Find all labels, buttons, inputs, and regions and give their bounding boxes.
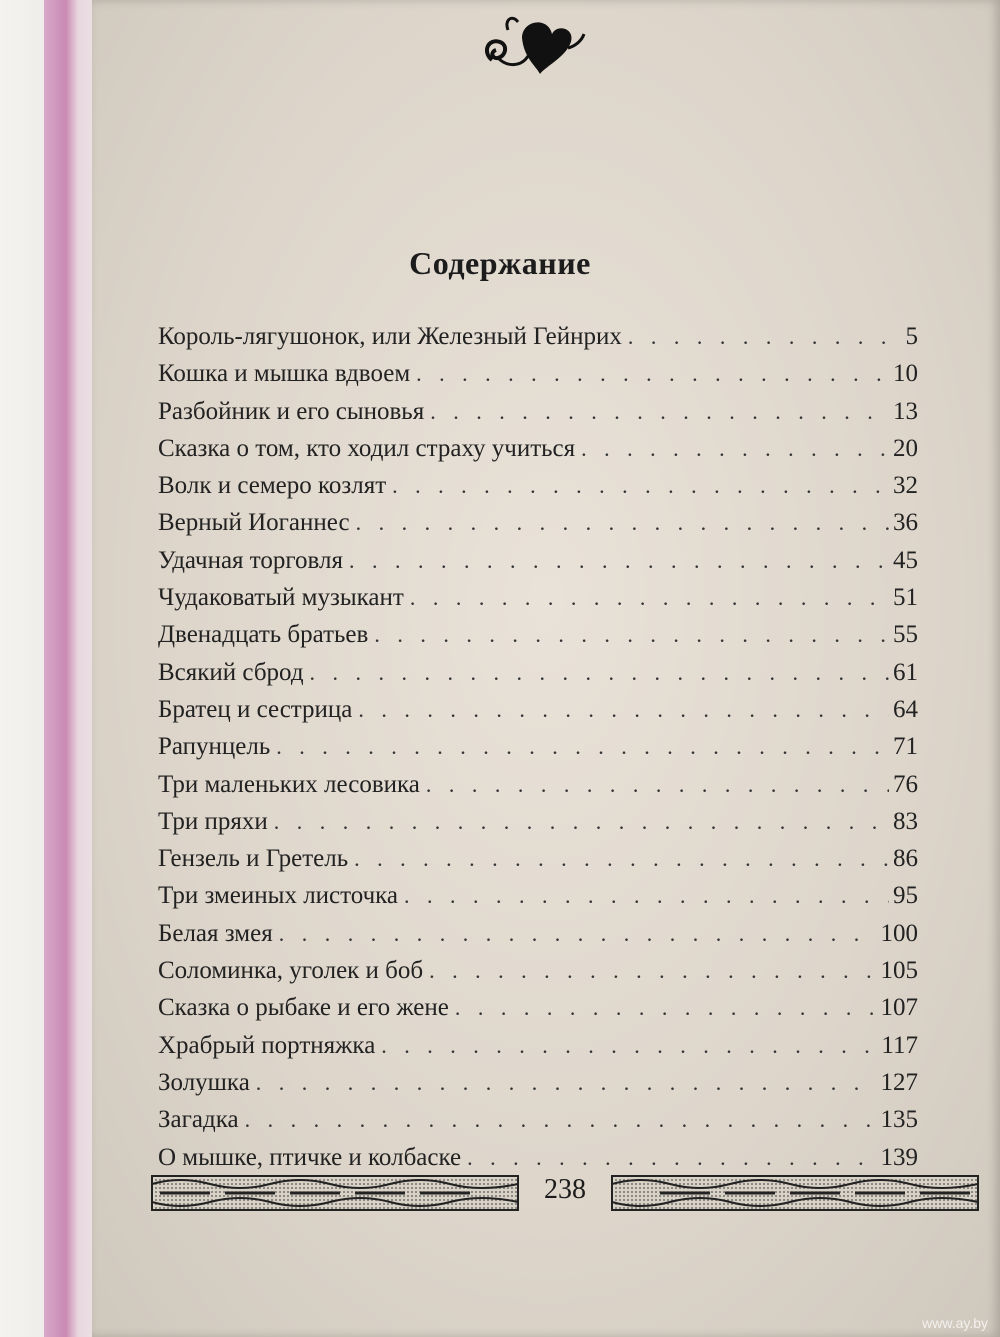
- toc-entry: [158, 915, 918, 952]
- dot-leader: [274, 803, 889, 840]
- dot-leader: [410, 579, 889, 616]
- toc-entry-page: 61: [893, 658, 918, 686]
- watermark: www.ay.by: [922, 1315, 988, 1331]
- toc-entry-page: 13: [893, 397, 918, 425]
- toc-entry-title: Удачная торговля: [158, 546, 343, 574]
- toc-entry-title: Золушка: [158, 1068, 250, 1096]
- toc-entry: [158, 393, 918, 430]
- dot-leader: [404, 877, 889, 914]
- dot-leader: [455, 989, 877, 1026]
- toc-entry-title: Храбрый портняжка: [158, 1031, 376, 1059]
- toc-entry: [158, 1027, 918, 1064]
- toc-entry: [158, 766, 918, 803]
- toc-entry-page: 83: [893, 807, 918, 835]
- page-footer: [150, 1170, 980, 1230]
- toc-entry: [158, 1101, 918, 1138]
- toc-entry-title: Братец и сестрица: [158, 695, 353, 723]
- dot-leader: [349, 542, 889, 579]
- toc-entry-page: 36: [893, 509, 918, 537]
- dot-leader: [426, 766, 889, 803]
- dot-leader: [310, 654, 889, 691]
- toc-entry: [158, 616, 918, 653]
- toc-entry-title: Соломинка, уголек и боб: [158, 957, 424, 985]
- toc-entry-title: Рапунцель: [158, 733, 271, 761]
- dot-leader: [279, 915, 877, 952]
- dot-leader: [416, 355, 889, 392]
- toc-entry-page: 71: [893, 733, 918, 761]
- toc-entry: [158, 691, 918, 728]
- toc-entry-page: 20: [893, 434, 918, 462]
- braided-border-left: [150, 1170, 520, 1216]
- toc-entry-page: 45: [893, 546, 918, 574]
- dot-leader: [256, 1064, 877, 1101]
- dot-leader: [392, 467, 889, 504]
- dot-leader: [430, 393, 889, 430]
- toc-entry-title: Король-лягушонок, или Железный Гейнрих: [158, 323, 622, 350]
- toc-entry-page: 76: [893, 770, 918, 798]
- toc-entry-title: Белая змея: [158, 919, 273, 947]
- toc-entry: [158, 504, 918, 541]
- toc-entry-title: Чудаковатый музыкант: [158, 584, 404, 612]
- heart-vine-ornament-icon: [478, 8, 588, 78]
- toc-entry-page: 55: [893, 621, 918, 649]
- toc-entry: [158, 579, 918, 616]
- toc-entry-title: О мышке, птичке и колбаске: [158, 1143, 462, 1171]
- toc-entry: [158, 840, 918, 877]
- page-title: Содержание: [409, 245, 591, 281]
- toc-entry-page: 127: [880, 1068, 918, 1096]
- toc-entry: [158, 467, 918, 504]
- toc-entry: [158, 952, 918, 989]
- toc-entry-title: Всякий сброд: [158, 658, 304, 686]
- toc-entry-page: 117: [881, 1031, 918, 1059]
- toc-entry-page: 10: [893, 360, 918, 388]
- dot-leader: [581, 430, 889, 467]
- toc-entry-page: 86: [893, 845, 918, 873]
- toc-entry-title: Гензель и Гретель: [158, 845, 349, 873]
- dot-leader: [628, 318, 894, 355]
- dot-leader: [381, 1027, 877, 1064]
- toc-entry: [158, 1064, 918, 1101]
- page-number: 238: [544, 1174, 586, 1205]
- toc-entry-page: 5: [905, 323, 918, 350]
- dot-leader: [429, 952, 876, 989]
- toc-entry-page: 32: [893, 472, 918, 500]
- toc-entry-page: 135: [880, 1106, 918, 1134]
- toc-entry: [158, 542, 918, 579]
- dot-leader: [245, 1101, 877, 1138]
- dot-leader: [374, 616, 889, 653]
- toc-entry-title: Верный Иоганнес: [158, 509, 350, 537]
- toc-entry-title: Разбойник и его сыновья: [158, 397, 425, 425]
- toc-entry-title: Сказка о том, кто ходил страху учиться: [158, 434, 576, 462]
- dot-leader: [276, 728, 889, 765]
- dot-leader: [356, 504, 889, 541]
- toc-entry-page: 95: [893, 882, 918, 910]
- toc-entry-page: 64: [893, 695, 918, 723]
- table-of-contents: [158, 318, 918, 1176]
- toc-entry: [158, 654, 918, 691]
- toc-entry-title: Загадка: [158, 1106, 239, 1134]
- toc-entry-title: Три маленьких лесовика: [158, 770, 420, 798]
- toc-entry-page: 105: [880, 957, 918, 985]
- toc-entry-title: Три змеиных листочка: [158, 882, 399, 910]
- toc-entry: [158, 877, 918, 914]
- toc-entry: [158, 989, 918, 1026]
- toc-entry: [158, 430, 918, 467]
- braided-border-right: [610, 1170, 980, 1216]
- toc-entry-title: Двенадцать братьев: [158, 621, 369, 649]
- dot-leader: [358, 691, 889, 728]
- toc-entry: [158, 318, 918, 355]
- toc-entry-title: Волк и семеро козлят: [158, 472, 387, 500]
- toc-entry-page: 100: [880, 919, 918, 947]
- toc-entry-page: 51: [893, 584, 918, 612]
- toc-entry-title: Три пряхи: [158, 807, 268, 835]
- toc-entry: [158, 355, 918, 392]
- toc-entry-page: 107: [880, 994, 918, 1022]
- toc-entry-page: 139: [880, 1143, 918, 1171]
- toc-entry-title: Сказка о рыбаке и его жене: [158, 994, 449, 1022]
- toc-entry: [158, 728, 918, 765]
- toc-entry: [158, 803, 918, 840]
- toc-entry-title: Кошка и мышка вдвоем: [158, 360, 411, 388]
- dot-leader: [354, 840, 889, 877]
